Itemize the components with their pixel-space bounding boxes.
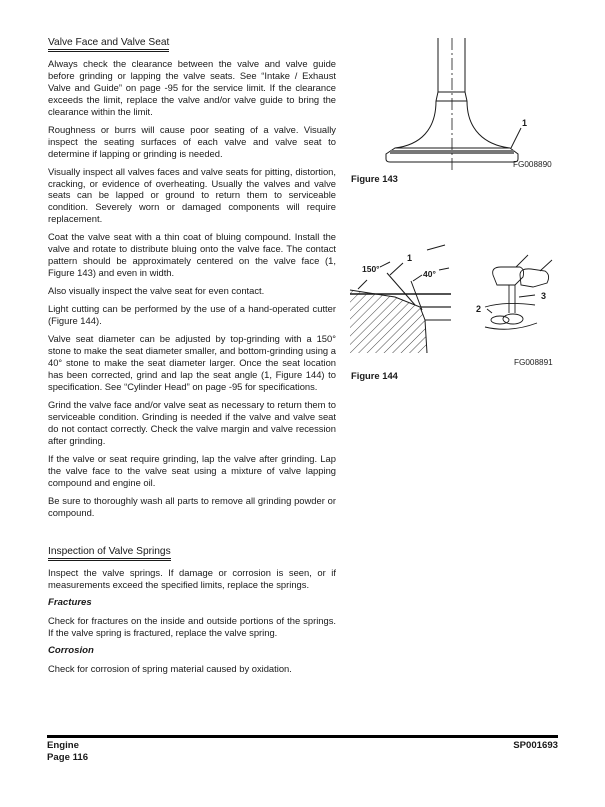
figure-144-caption: Figure 144: [351, 370, 398, 381]
footer-divider: [47, 735, 558, 738]
figure-144-code: FG008891: [514, 358, 553, 367]
leader-150: [358, 280, 367, 289]
paragraph: Always check the clearance between the valve and valve guide before grinding or lapping the valve seats. See “Intake / Exhaust Valve and Guide” on page -95 for the service limit. If the clearance exceeds the limit, replace the valve and/or valve guide to bring the clearance within the limit.: [48, 58, 336, 117]
footer-left: [47, 740, 88, 764]
paragraph: Inspect the valve springs. If damage or corrosion is seen, or if measurements exceed the specified limits, replace the springs.: [48, 566, 336, 590]
section-heading-valve-face: Valve Face and Valve Seat: [48, 36, 169, 52]
figure-143-valve-drawing: [345, 30, 585, 175]
paragraph: Be sure to thoroughly wash all parts to remove all grinding powder or compound.: [48, 494, 336, 518]
callout-leader-1: [511, 128, 521, 148]
leader-1: [390, 263, 403, 275]
paragraph: Coat the valve seat with a thin coat of bluing compound. Install the valve and rotate to distribute bluing onto the valve face. The contact pattern should be approximately centered on the valve face (1, Figure 143) and even in width.: [48, 231, 336, 279]
callout-2: 2: [476, 304, 482, 314]
section-spacer: [48, 525, 336, 541]
paragraph: If the valve or seat require grinding, lap the valve after grinding. Lap the valve face to the valve seat using a mixture of valve lapping compound and engine oil.: [48, 452, 336, 488]
paragraph: Check for fractures on the inside and outside portions of the springs. If the valve spring is fractured, replace the valve spring.: [48, 614, 336, 638]
paragraph: Visually inspect all valves faces and valve seats for pitting, distortion, cracking, or evidence of overheating. Usually the valves and valve seats can be lapped or ground to return them to serviceable condition. Severely worn or damaged components will require replacement.: [48, 165, 336, 225]
paragraph: Check for corrosion of spring material caused by oxidation.: [48, 662, 292, 674]
subheading-fractures: Fractures: [48, 596, 92, 608]
section-heading-valve-springs: Inspection of Valve Springs: [48, 545, 171, 561]
seat-section: [350, 245, 451, 353]
paragraph: Also visually inspect the valve seat for even contact.: [48, 285, 265, 297]
main-text-column: [48, 32, 336, 681]
leader-40: [413, 275, 422, 281]
footer-doc-id: SP001693: [513, 740, 558, 751]
figure-143-code: FG008890: [513, 160, 552, 169]
subheading-corrosion: Corrosion: [48, 644, 94, 656]
figure-143-caption: Figure 143: [351, 173, 398, 184]
angle-label-150: 150°: [362, 264, 380, 274]
footer-page-number: Page 116: [47, 752, 89, 763]
valve-neck-left: [395, 101, 436, 148]
angle-label-40: 40°: [423, 269, 436, 279]
callout-1: 1: [522, 118, 528, 128]
figure-144-seat-grinding-drawing: [345, 205, 585, 355]
paragraph: Valve seat diameter can be adjusted by top-grinding with a 150° stone to make the seat diameter smaller, and bottom-grinding using a 40° stone to make the seat diameter larger. Once the seat location has been corrected, grind and lap the seat angle (1, Figure 144) to specification. See “Cylinder Head” on page -95 for specifications.: [48, 333, 336, 392]
footer-section-name: Engine: [47, 740, 79, 751]
callout-3: 3: [541, 291, 547, 301]
callout-1: 1: [407, 253, 413, 263]
paragraph: Grind the valve face and/or valve seat as necessary to return them to serviceable condition. Grinding is needed if the valve and valve seat do not contact correctly. Check the valve margin and valve recession after grinding.: [48, 398, 336, 446]
paragraph: Light cutting can be performed by the use of a hand-operated cutter (Figure 144).: [48, 303, 336, 327]
paragraph: Roughness or burrs will cause poor seating of a valve. Visually inspect the seating surfaces of each valve and valve seat to determine if lapping or grinding is needed.: [48, 123, 336, 159]
valve-neck-right: [467, 101, 510, 148]
